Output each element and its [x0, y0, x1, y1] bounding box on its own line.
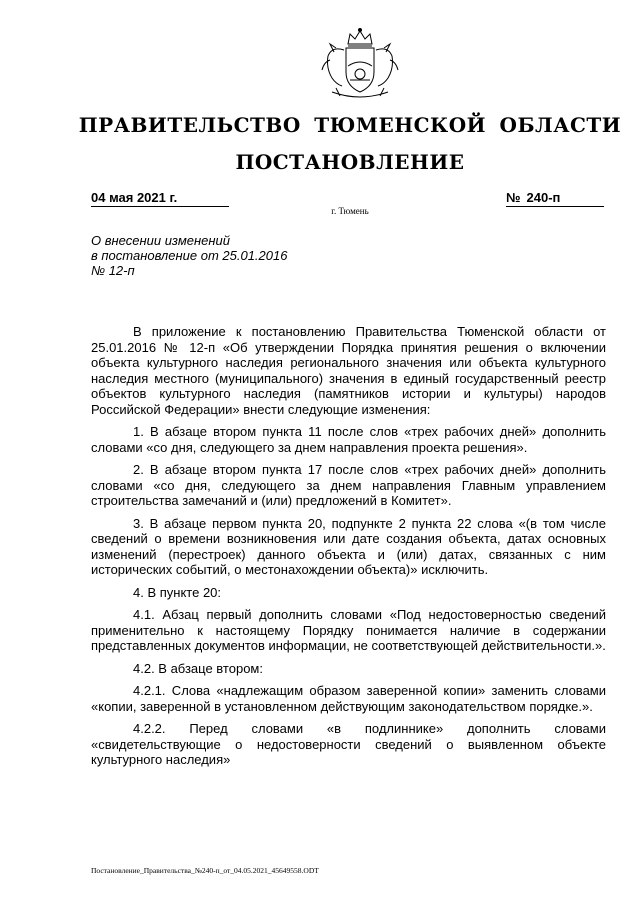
subject-line: О внесении изменений	[91, 233, 230, 248]
government-title: ПРАВИТЕЛЬСТВО ТЮМЕНСКОЙ ОБЛАСТИ	[78, 113, 622, 137]
document-number	[506, 190, 604, 207]
body-paragraph: 3. В абзаце первом пункта 20, подпункте 2 пункта 22 слова «(в том числе сведений о времени возникновения или дате создания объекта, датах основных изменений (перестроек) данного объекта и (или) датах, связанных с ним исторических событий, о местонахождении объекта)» исключить.	[91, 515, 606, 577]
document-body	[91, 324, 606, 775]
subject-line: в постановление от 25.01.2016	[91, 248, 288, 263]
body-paragraph: 1. В абзаце втором пункта 11 после слов «трех рабочих дней» дополнить словами «со дня, следующего за днем направления проекта решения».	[91, 424, 606, 455]
document-date: 04 мая 2021 г.	[91, 190, 229, 207]
document-subject	[91, 233, 287, 278]
body-paragraph: 4.1. Абзац первый дополнить словами «Под недостоверностью сведений применительно к настоящему Порядку понимается наличие в содержании представленных документов информации, не соответствующей действительности.».	[91, 607, 606, 653]
document-type-title: ПОСТАНОВЛЕНИЕ	[235, 150, 465, 174]
body-paragraph: В приложение к постановлению Правительства Тюменской области от 25.01.2016 № 12-п «Об утверждении Порядка принятия решения о включении объекта культурного наследия регионального значения или объекта культурного наследия местного (муниципального) значения в единый государственный реестр объектов культурного наследия (памятников истории и культуры) народов Российской Федерации» внести следующие изменения:	[91, 324, 606, 417]
body-paragraph: 4.2. В абзаце втором:	[133, 660, 263, 676]
footer-filename: Постановление_Правительства_№240-п_от_04.05.2021_45649558.ODT	[91, 866, 319, 875]
body-paragraph: 4. В пункте 20:	[133, 584, 222, 600]
body-paragraph: 2. В абзаце втором пункта 17 после слов «трех рабочих дней» дополнить словами «со дня, следующего за днем направления Главным управлением строительства замечаний и (или) предложений в Комитет».	[91, 462, 606, 508]
body-paragraph: 4.2.2. Перед словами «в подлиннике» дополнить словами «свидетельствующие о недостоверности сведений о выявленном объекте культурного наследия»	[91, 721, 606, 767]
coat-of-arms-icon	[318, 26, 402, 102]
body-paragraph: 4.2.1. Слова «надлежащим образом заверенной копии» заменить словами «копии, заверенной в установленном действующим законодательством порядке.».	[91, 683, 606, 714]
subject-line: № 12-п	[91, 263, 135, 278]
number-label: №	[506, 190, 521, 205]
document-city: г. Тюмень	[331, 206, 369, 216]
number-value: 240-п	[526, 190, 561, 205]
